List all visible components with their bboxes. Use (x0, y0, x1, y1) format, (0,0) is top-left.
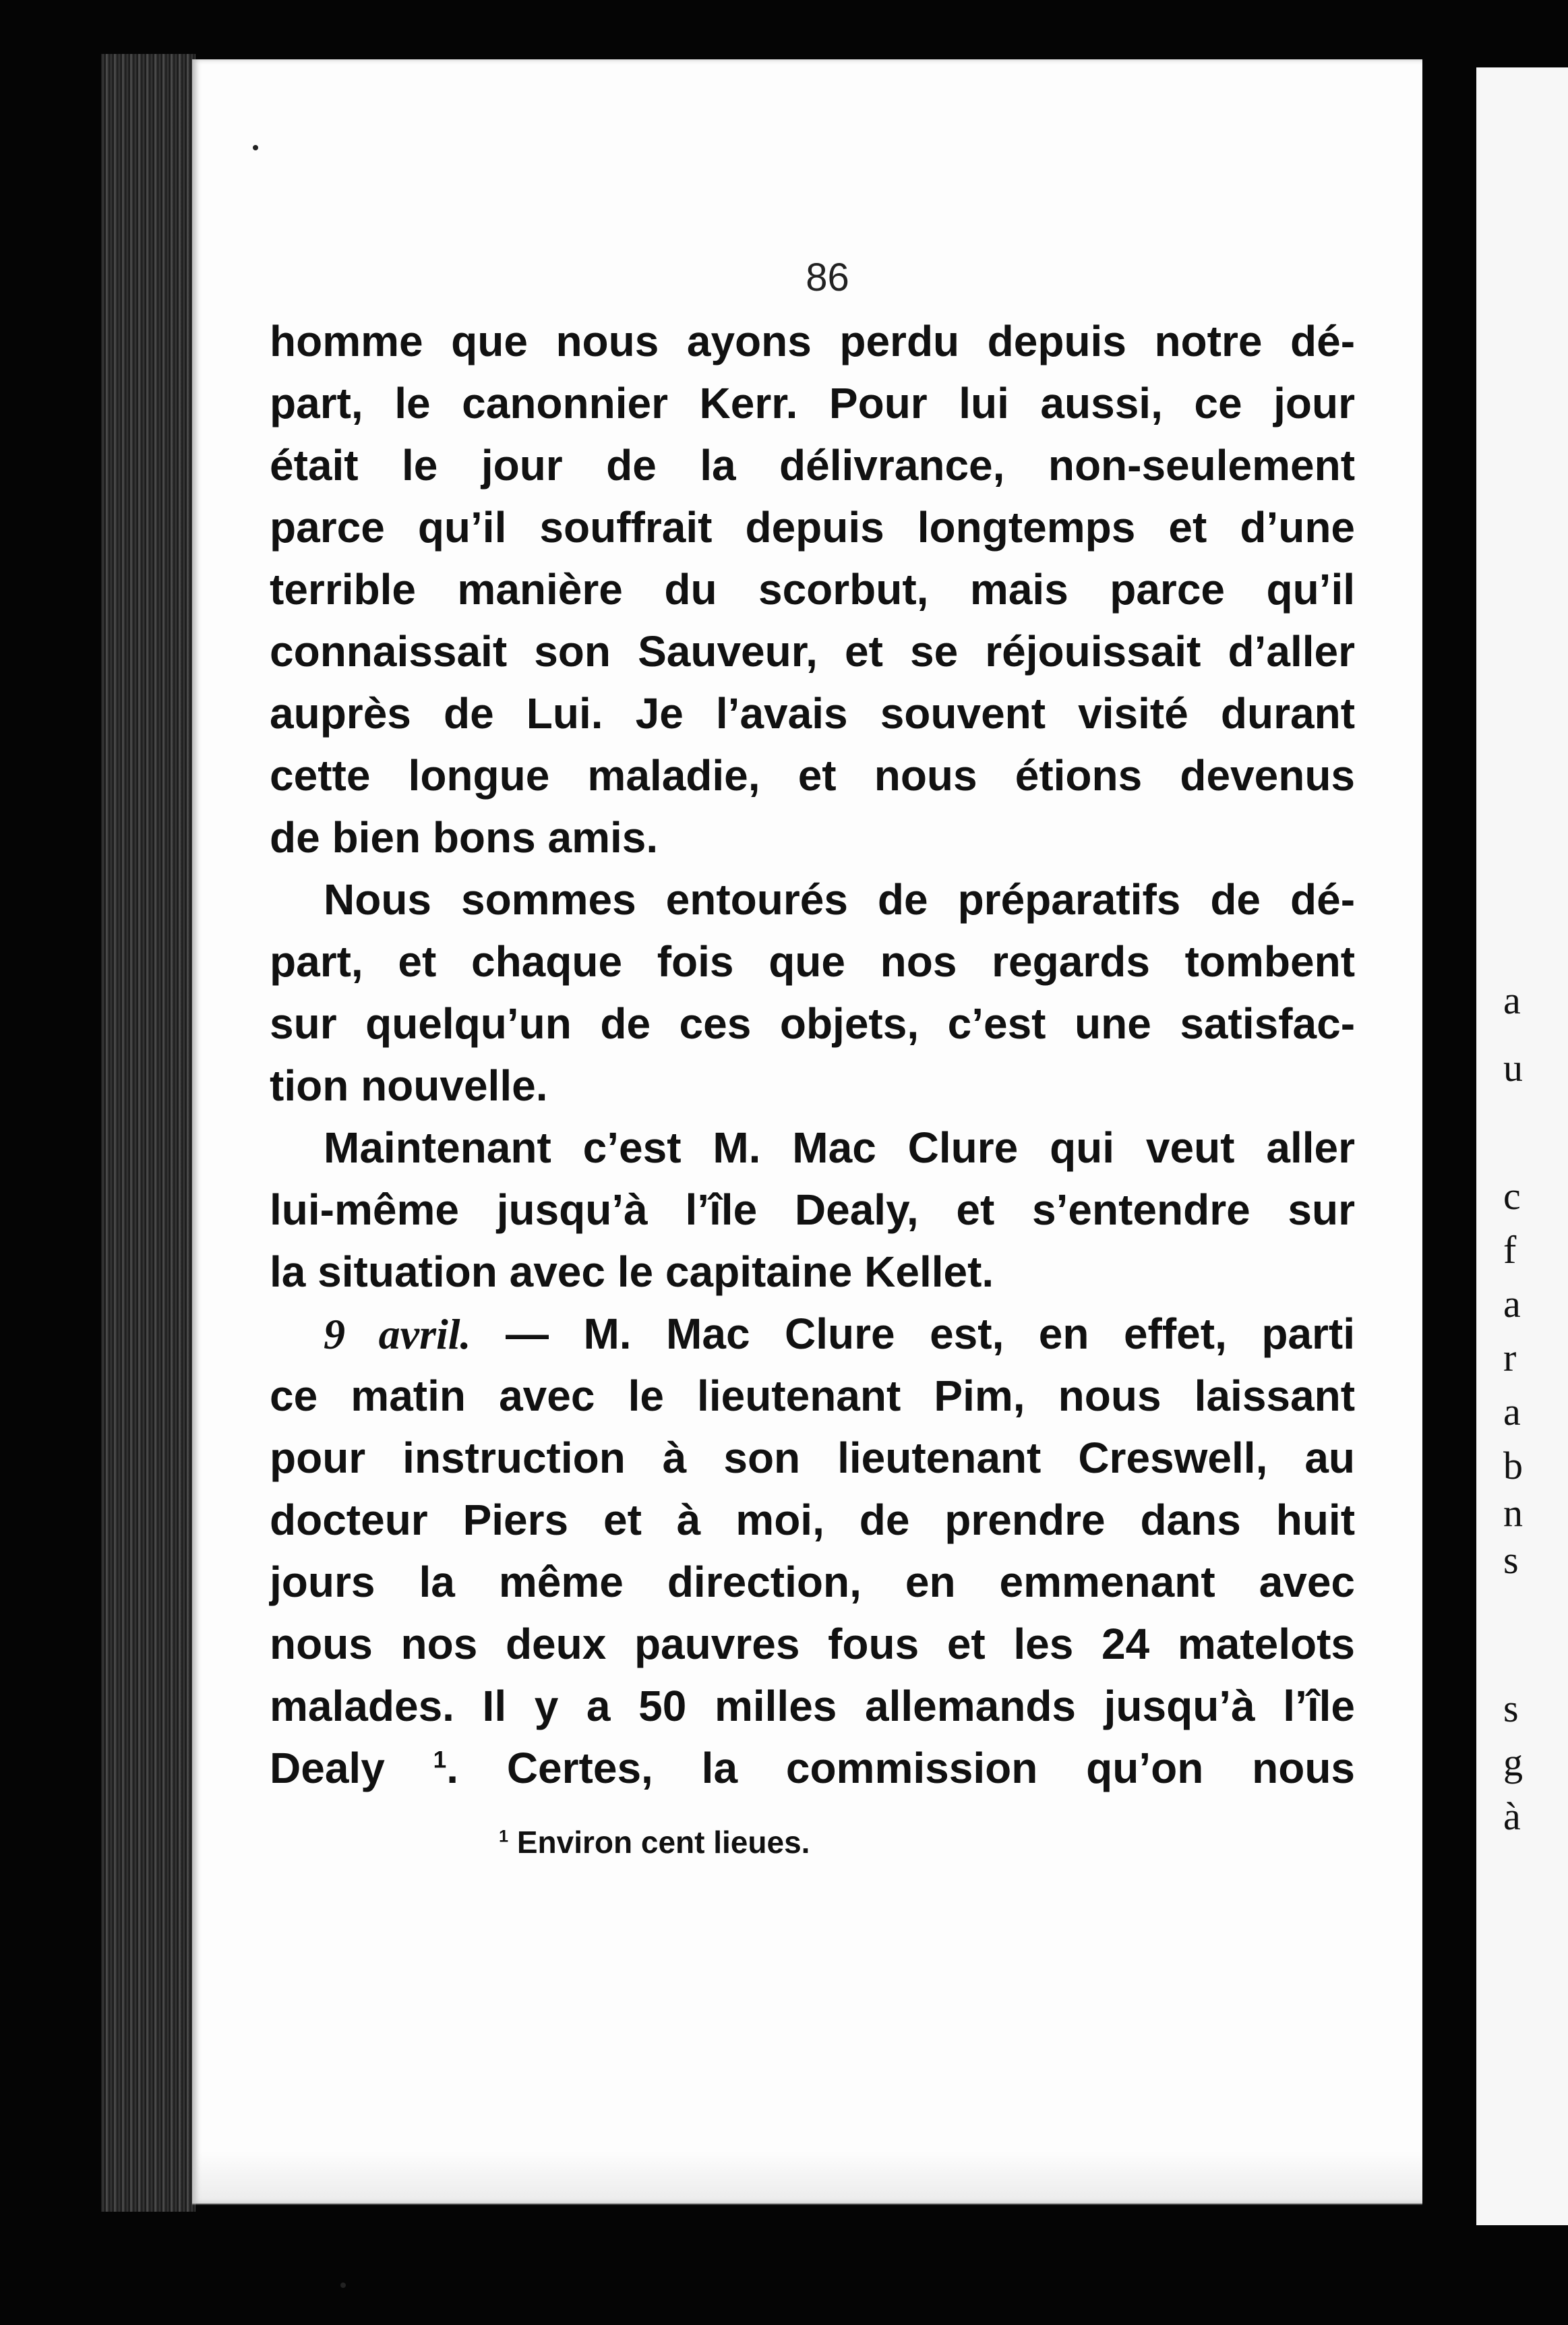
footnote-ref: 1 (433, 1746, 447, 1773)
text-line (270, 1675, 1355, 1737)
text-line (270, 558, 1355, 620)
footnote-text: Environ cent lieues. (516, 1825, 810, 1860)
scan-speck (253, 145, 258, 150)
text-line (270, 1427, 1355, 1489)
line-text: — M. Mac Clure est, en effet, parti (506, 1309, 1356, 1358)
text-line (270, 1551, 1355, 1613)
text-line (270, 682, 1355, 744)
line-tail: . Certes, la commission qu’on nous (446, 1744, 1356, 1792)
line-text: jours la même direction, en emmenant avec (270, 1558, 1355, 1606)
next-page-fragment: s (1503, 1538, 1519, 1582)
text-line (270, 1737, 1355, 1799)
line-text: terrible manière du scorbut, mais parce qu’il (270, 565, 1355, 614)
line-text: connaissait son Sauveur, et se réjouissait d’aller (270, 627, 1355, 676)
next-page-fragment: à (1503, 1794, 1521, 1838)
line-text: sur quelqu’un de ces objets, c’est une satisfac- (270, 999, 1355, 1048)
next-page-fragment: a (1503, 1390, 1521, 1434)
next-page-sliver (1476, 67, 1568, 2225)
text-line (270, 310, 1355, 372)
book-edge-stack (101, 54, 195, 2212)
text-line (270, 1055, 1355, 1117)
page-number: 86 (806, 256, 849, 299)
next-page-fragment: u (1503, 1046, 1523, 1090)
text-line (270, 993, 1355, 1055)
line-text: nous nos deux pauvres fous et les 24 matelots (270, 1620, 1355, 1668)
text-line (270, 1303, 1355, 1365)
page-shadow (192, 2151, 1422, 2205)
text-line (270, 869, 1355, 931)
line-text: parce qu’il souffrait depuis longtemps et d’une (270, 503, 1355, 552)
footnote (499, 1824, 810, 1860)
next-page-fragment: n (1503, 1491, 1523, 1535)
text-line (270, 1613, 1355, 1675)
line-text: tion nouvelle. (270, 1061, 548, 1110)
text-line (270, 372, 1355, 434)
line-text: cette longue maladie, et nous étions devenus (270, 751, 1355, 800)
line-text: Maintenant c’est M. Mac Clure qui veut aller (324, 1123, 1355, 1172)
next-page-fragment: a (1503, 1282, 1521, 1326)
next-page-fragment: b (1503, 1444, 1523, 1488)
line-text: pour instruction à son lieutenant Creswell, au (270, 1434, 1355, 1482)
text-line (270, 1365, 1355, 1427)
line-text: homme que nous ayons perdu depuis notre dé- (270, 317, 1355, 365)
line-text: de bien bons amis. (270, 813, 659, 862)
line-text: docteur Piers et à moi, de prendre dans huit (270, 1496, 1355, 1544)
next-page-fragment: r (1503, 1336, 1517, 1380)
line-text: ce matin avec le lieutenant Pim, nous laissant (270, 1372, 1355, 1420)
line-text: la situation avec le capitaine Kellet. (270, 1247, 994, 1296)
line-text: était le jour de la délivrance, non-seulement (270, 441, 1355, 490)
text-line (270, 1489, 1355, 1551)
line-text: part, le canonnier Kerr. Pour lui aussi, ce jour (270, 379, 1355, 428)
text-line (270, 434, 1355, 496)
scan-speck (340, 2283, 346, 2288)
footnote-marker: 1 (499, 1827, 509, 1846)
text-line (270, 1179, 1355, 1241)
line-text: auprès de Lui. Je l’avais souvent visité durant (270, 689, 1355, 738)
body-text (270, 310, 1355, 1799)
next-page-fragment: c (1503, 1174, 1521, 1218)
line-text: Dealy (270, 1744, 385, 1792)
text-line (270, 744, 1355, 806)
line-text: lui-même jusqu’à l’île Dealy, et s’entendre sur (270, 1185, 1355, 1234)
date-lead: 9 avril. (324, 1310, 471, 1358)
line-text: part, et chaque fois que nos regards tombent (270, 937, 1355, 986)
next-page-fragment: a (1503, 978, 1521, 1022)
line-text: Nous sommes entourés de préparatifs de dé- (324, 875, 1355, 924)
next-page-fragment: f (1503, 1228, 1517, 1272)
line-text: malades. Il y a 50 milles allemands jusqu’à l’île (270, 1682, 1355, 1730)
text-line (270, 931, 1355, 993)
text-line (270, 806, 1355, 869)
text-line (270, 496, 1355, 558)
text-line (270, 1241, 1355, 1303)
next-page-fragment: g (1503, 1740, 1523, 1784)
text-line (270, 620, 1355, 682)
next-page-fragment: s (1503, 1686, 1519, 1730)
text-line (270, 1117, 1355, 1179)
